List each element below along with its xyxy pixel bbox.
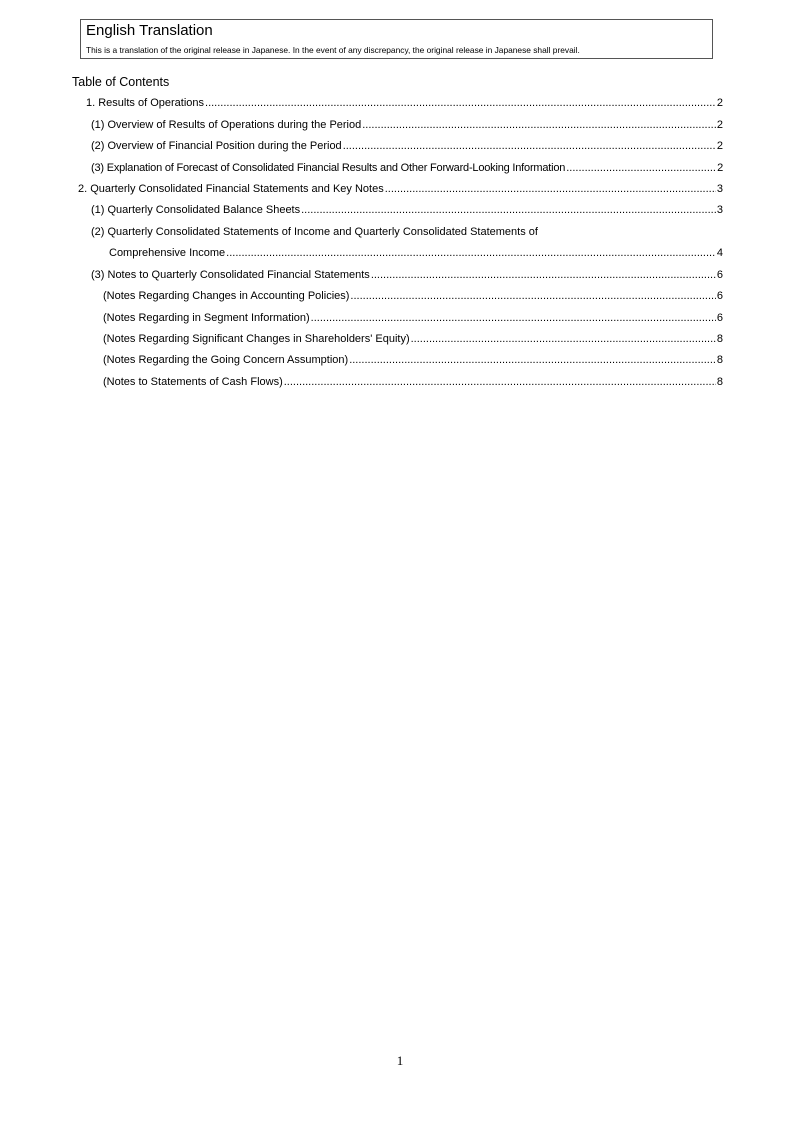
toc-entry-page: 2 [717,162,723,174]
toc-entry-title: (3) Explanation of Forecast of Consolidated Financial Results and Other Forward-Looking Information [91,162,566,174]
toc-entry-page: 2 [716,119,723,131]
toc-leader-dots [350,289,715,303]
toc-entry-page: 8 [716,333,723,345]
toc-entry-results-of-operations[interactable] [86,96,723,110]
toc-entry-segment-information[interactable] [103,311,723,325]
toc-entry-title: 2. Quarterly Consolidated Financial Statements and Key Notes [78,183,384,195]
toc-leader-dots [566,161,716,175]
toc-leader-dots [311,311,716,325]
toc-entry-title: (1) Quarterly Consolidated Balance Sheets [91,204,301,216]
toc-entry-title: (Notes to Statements of Cash Flows) [103,376,283,388]
toc-entry-balance-sheets[interactable] [91,203,723,217]
toc-leader-dots [349,353,716,367]
toc-leader-dots [301,203,716,217]
toc-leader-dots [411,332,716,346]
toc-leader-dots [371,268,716,282]
toc-entry-cash-flows[interactable] [103,375,723,389]
toc-entry-page: 3 [716,204,723,216]
notice-title: English Translation [86,22,213,39]
page-number: 1 [396,1053,404,1068]
toc-leader-dots [385,182,716,196]
toc-entry-page: 8 [716,354,723,366]
toc-entry-page: 6 [716,290,723,302]
toc-entry-notes-financial-statements[interactable] [91,268,723,282]
notice-text: This is a translation of the original release in Japanese. In the event of any discrepancy, the original release in Japanese shall prevail. [86,45,580,55]
toc-entry-page: 2 [716,140,723,152]
toc-entry-overview-results[interactable] [91,118,723,132]
toc-entry-overview-financial-position[interactable] [91,139,723,153]
toc-leader-dots [205,96,716,110]
toc-heading: Table of Contents [72,75,170,89]
toc-entry-page: 4 [716,247,723,259]
toc-entry-accounting-policies[interactable] [103,289,723,303]
toc-entry-financial-statements[interactable] [78,182,723,196]
toc-entry-title: Comprehensive Income [109,247,226,259]
toc-entry-page: 6 [716,312,723,324]
toc-entry-page: 2 [716,97,723,109]
toc-leader-dots [226,246,716,260]
toc-entry-shareholders-equity[interactable] [103,332,723,346]
toc-entry-statements-of-income[interactable] [109,246,723,260]
toc-entry-forecast-explanation[interactable] [91,161,723,175]
toc-entry-title: 1. Results of Operations [86,97,205,109]
toc-entry-title: (Notes Regarding Changes in Accounting Policies) [103,290,350,302]
toc-entry-title: (Notes Regarding in Segment Information) [103,312,310,324]
toc-leader-dots [362,118,716,132]
toc-entry-title: (1) Overview of Results of Operations during the Period [91,119,362,131]
toc-leader-dots [284,375,716,389]
toc-entry-statements-of-income-line1[interactable]: (2) Quarterly Consolidated Statements of Income and Quarterly Consolidated Statements of [91,226,538,238]
toc-entry-title: (2) Overview of Financial Position during the Period [91,140,342,152]
toc-entry-page: 8 [716,376,723,388]
toc-entry-title: (Notes Regarding Significant Changes in Shareholders' Equity) [103,333,410,345]
toc-entry-going-concern[interactable] [103,353,723,367]
toc-entry-title: (Notes Regarding the Going Concern Assumption) [103,354,349,366]
translation-notice-box [80,19,713,59]
toc-entry-page: 3 [716,183,723,195]
toc-entry-page: 6 [716,269,723,281]
toc-leader-dots [343,139,716,153]
toc-entry-title: (3) Notes to Quarterly Consolidated Financial Statements [91,269,370,281]
